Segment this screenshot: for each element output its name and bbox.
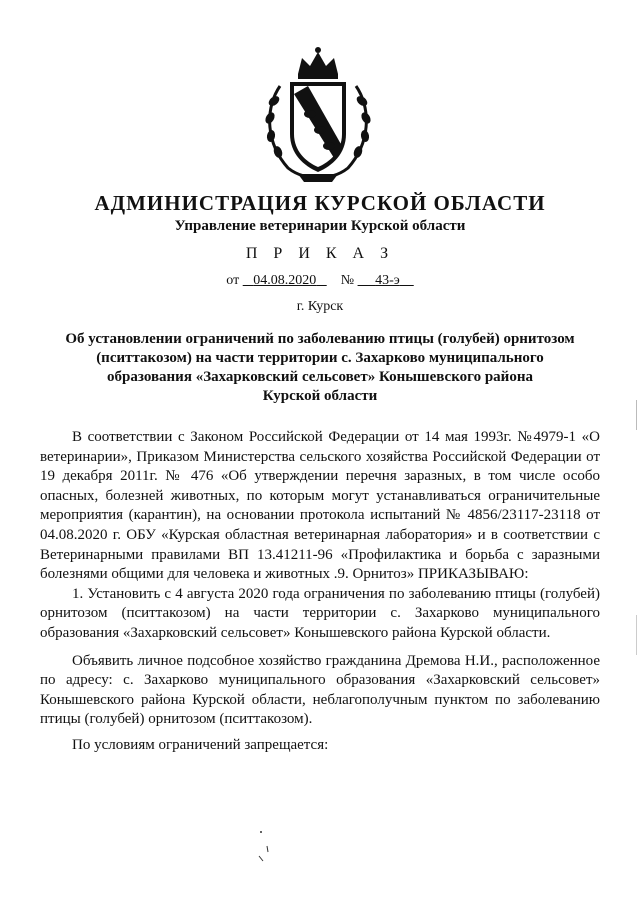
subject-line: образования «Захарковский сельсовет» Конышевского района (107, 369, 533, 385)
subject-line: Курской области (262, 388, 378, 404)
scan-marks (255, 828, 275, 868)
subject-line: Об установлении ограничений по заболеванию птицы (голубей) орнитозом (65, 331, 575, 347)
department-name: Управление ветеринарии Курской области (174, 218, 466, 234)
document-subject (40, 330, 600, 406)
document-body (40, 428, 600, 756)
document-type: П Р И К А З (245, 245, 395, 262)
scan-edge-line (636, 400, 637, 430)
prohibitions-intro: По условиям ограничений запрещается: (72, 736, 329, 753)
preamble-paragraph: В соответствии с Законом Российской Федерации от 14 мая 1993г. №4979-1 «О ветеринарии», Приказом Министерства сельского хозяйства Российской Федерации от 19 декабря 2011г. № 476 «Об утверждении перечня заразных, в том числе особо опасных, болезней животных, по которым могут устанавливаться ограничительные мероприятия (карантин), на основании протокола испытаний № 4856/23117-23118 от 04.08.2020 г. ОБУ «Курская областная ветеринарная лаборатория» и в соответствии с Ветеринарными правилами ВП 13.41211-96 «Профилактика и борьба с заразными болезнями общими для человека и животных .9. Орнитоз» ПРИКАЗЫВАЮ: (40, 429, 600, 583)
date-prefix: от (226, 273, 240, 288)
document-date: 04.08.2020 (253, 273, 317, 288)
number-prefix: № (340, 273, 355, 288)
clause-1-paragraph: 1. Установить с 4 августа 2020 года ограничения по заболеванию птицы (голубей) орнитозом (пситтакозом) на части территории с. Захарково муниципального образования «Захарковский сельсовет» Конышевского района Курской области. (40, 585, 600, 641)
city: г. Курск (296, 299, 344, 314)
subject-line: (пситтакозом) на части территории с. Захарково муниципального (96, 350, 544, 366)
date-number-line (0, 273, 640, 289)
kursk-coat-of-arms-emblem (258, 46, 378, 186)
document-number: 43-э (375, 273, 400, 288)
declaration-paragraph: Объявить личное подсобное хозяйство гражданина Дремова Н.И., расположенное по адресу: с. Захарково муниципального образования «Захарковский сельсовет» Конышевского района Курской области, неблагополучным пунктом по заболеванию птицы (голубей) орнитозом (пситтакозом). (40, 652, 600, 728)
scan-edge-line (636, 615, 637, 655)
organization-title: АДМИНИСТРАЦИЯ КУРСКОЙ ОБЛАСТИ (94, 191, 546, 215)
